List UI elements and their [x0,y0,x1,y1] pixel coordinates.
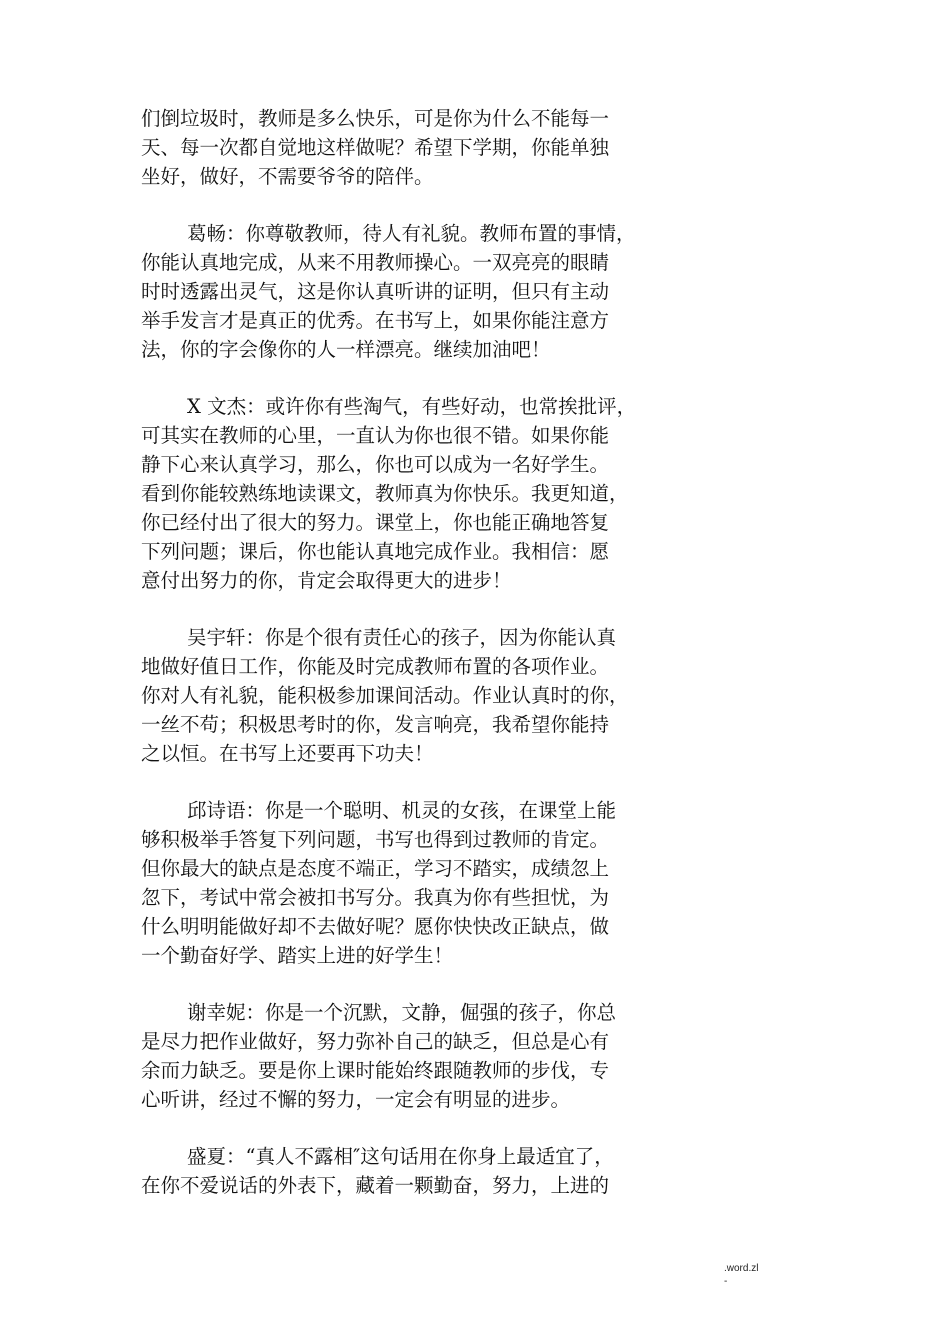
paragraph-qiu-shiyu [141,796,681,970]
text-line: 但你最大的缺点是态度不端正，学习不踏实，成绩忽上 [141,857,610,880]
text-line: 在你不爱说话的外表下，藏着一颗勤奋，努力，上进的 [141,1174,610,1197]
paragraph-1 [141,104,681,191]
text-line: 之以恒。在书写上还要再下功夫！ [141,742,434,765]
page-footer [724,1262,758,1288]
text-line: 吴宇轩：你是个很有责任心的孩子，因为你能认真 [187,626,617,649]
text-line: 什么明明能做好却不去做好呢？愿你快快改正缺点，做 [141,915,610,938]
footer-dash: - [724,1276,728,1287]
text-line: 盛夏：“真人不露相″这句话用在你身上最适宜了， [187,1145,614,1168]
text-line: 是尽力把作业做好，努力弥补自己的缺乏，但总是心有 [141,1030,610,1053]
text-line: 时时透露出灵气，这是你认真听讲的证明，但只有主动 [141,280,610,303]
paragraph-sheng-xia [141,1142,681,1200]
text-line: 谢幸妮：你是一个沉默，文静，倔强的孩子，你总 [187,1001,617,1024]
text-line: 天、每一次都自觉地这样做呢？希望下学期，你能单独 [141,136,610,159]
text-line: 法，你的字会像你的人一样漂亮。继续加油吧！ [141,338,551,361]
text-line: 葛畅：你尊敬教师，待人有礼貌。教师布置的事情， [187,222,636,245]
text-line: 一个勤奋好学、踏实上进的好学生！ [141,944,454,967]
paragraph-x-wenjie [141,392,681,595]
text-line: X 文杰：或许你有些淘气，有些好动，也常挨批评， [187,395,637,418]
text-line: 看到你能较熟练地读课文，教师真为你快乐。我更知道， [141,482,629,505]
text-line: 心听讲，经过不懈的努力，一定会有明显的进步。 [141,1088,571,1111]
paragraph-ge-chang [141,219,681,364]
text-line: 一丝不苟；积极思考时的你，发言响亮，我希望你能持 [141,713,610,736]
text-line: 你对人有礼貌，能积极参加课间活动。作业认真时的你， [141,684,629,707]
text-line: 余而力缺乏。要是你上课时能始终跟随教师的步伐，专 [141,1059,610,1082]
text-line: 坐好，做好，不需要爷爷的陪伴。 [141,165,434,188]
document-body [141,104,681,1228]
text-line: 们倒垃圾时，教师是多么快乐，可是你为什么不能每一 [141,107,610,130]
paragraph-wu-yuxuan [141,623,681,768]
text-line: 邱诗语：你是一个聪明、机灵的女孩，在课堂上能 [187,799,617,822]
text-line: 静下心来认真学习，那么，你也可以成为一名好学生。 [141,453,610,476]
text-line: 意付出努力的你，肯定会取得更大的进步！ [141,569,512,592]
paragraph-xie-xingni [141,998,681,1114]
text-line: 你已经付出了很大的努力。课堂上，你也能正确地答复 [141,511,610,534]
text-line: 忽下，考试中常会被扣书写分。我真为你有些担忧，为 [141,886,610,909]
footer-watermark-text: .word.zl [724,1263,759,1274]
text-line: 你能认真地完成，从来不用教师操心。一双亮亮的眼睛 [141,251,610,274]
text-line: 可其实在教师的心里，一直认为你也很不错。如果你能 [141,424,610,447]
text-line: 地做好值日工作，你能及时完成教师布置的各项作业。 [141,655,610,678]
text-line: 下列问题；课后，你也能认真地完成作业。我相信：愿 [141,540,610,563]
text-line: 举手发言才是真正的优秀。在书写上，如果你能注意方 [141,309,610,332]
text-line: 够积极举手答复下列问题，书写也得到过教师的肯定。 [141,828,610,851]
